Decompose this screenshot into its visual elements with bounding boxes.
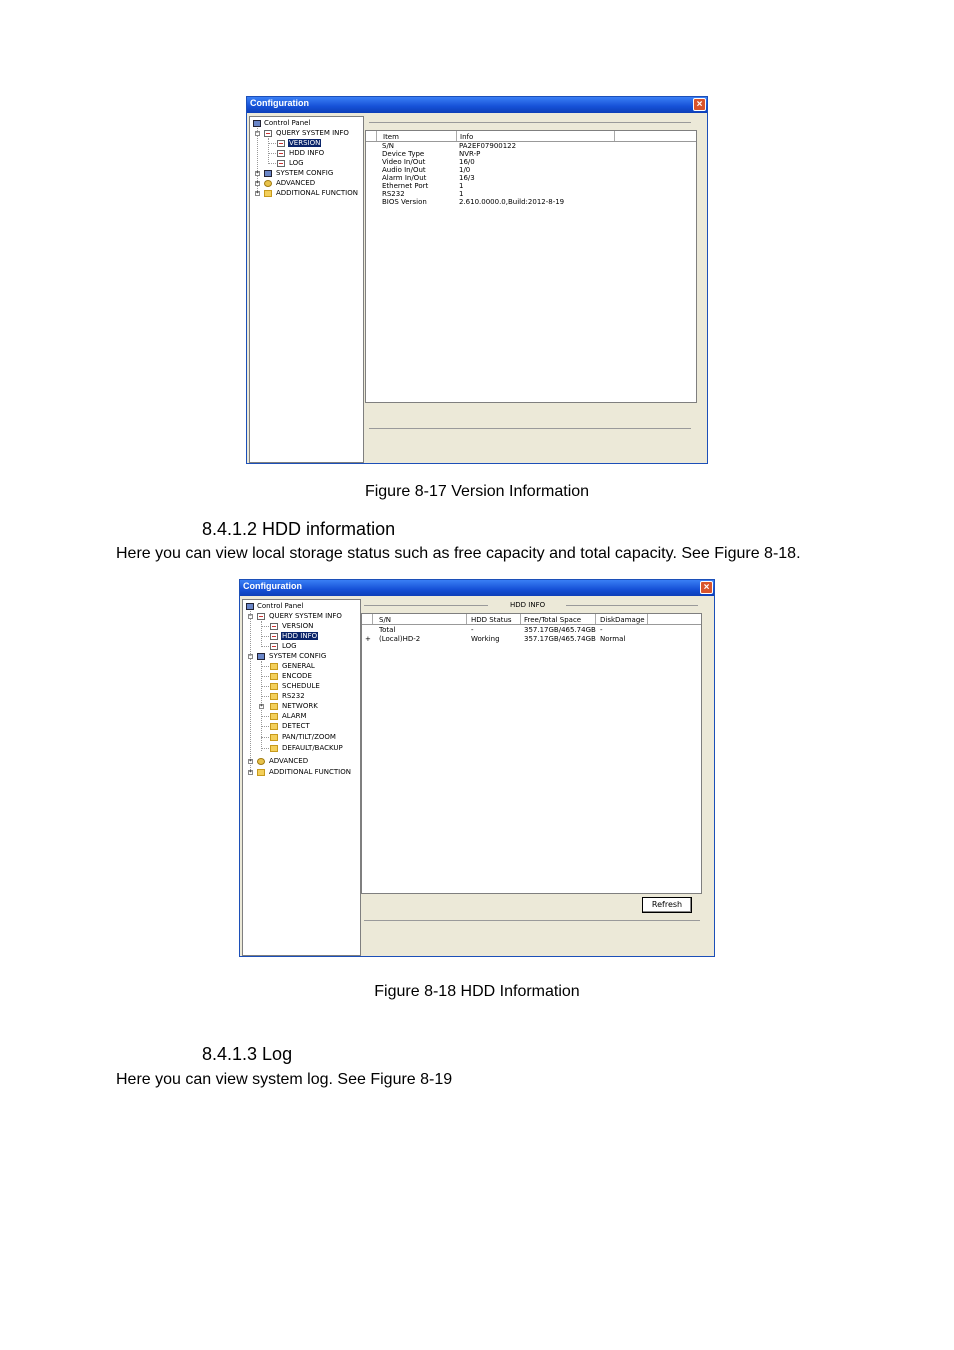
row-info: 1: [459, 182, 464, 190]
folder-icon: [270, 703, 278, 710]
tree-item-hdd-info[interactable]: HDD INFO: [289, 149, 325, 157]
folder-icon: [270, 663, 278, 670]
tree-item-advanced[interactable]: ADVANCED: [269, 757, 309, 765]
system-config-icon: [257, 653, 265, 660]
tree-item-system-config[interactable]: SYSTEM CONFIG: [276, 169, 334, 177]
tree-item-general[interactable]: GENERAL: [282, 662, 315, 670]
divider: [364, 920, 700, 921]
row-hdd-status: Working: [471, 635, 500, 643]
row-disk-damage: Normal: [600, 635, 626, 643]
hdd-info-icon: [277, 150, 285, 157]
computer-icon: [246, 603, 254, 610]
collapse-icon[interactable]: −: [249, 613, 252, 619]
folder-icon: [257, 769, 265, 776]
title-bar: [240, 580, 714, 596]
row-item: Video In/Out: [382, 158, 426, 166]
row-info: NVR-P: [459, 150, 481, 158]
expand-icon[interactable]: +: [249, 769, 252, 775]
tree-item-detect[interactable]: DETECT: [282, 722, 310, 730]
advanced-icon: [257, 758, 265, 765]
folder-icon: [270, 745, 278, 752]
tree-item-pan-tilt-zoom[interactable]: PAN/TILT/ZOOM: [282, 733, 336, 741]
tree-item-default-backup[interactable]: DEFAULT/BACKUP: [282, 744, 343, 752]
window-title: Configuration: [243, 581, 302, 591]
folder-icon: [270, 693, 278, 700]
expand-icon[interactable]: +: [256, 180, 259, 186]
folder-icon: [270, 734, 278, 741]
section-paragraph-hdd: Here you can view local storage status such as free capacity and total capacity. See Figure 8-18.: [116, 545, 801, 562]
hdd-table: [361, 613, 702, 894]
section-heading-hdd: 8.4.1.2 HDD information: [202, 519, 396, 539]
tree-item-system-config[interactable]: SYSTEM CONFIG: [269, 652, 327, 660]
tree-item-control-panel[interactable]: Control Panel: [264, 119, 311, 127]
advanced-icon: [264, 180, 272, 187]
divider: [566, 605, 698, 606]
title-bar: [247, 97, 707, 113]
version-table: [365, 130, 697, 403]
tree-item-version[interactable]: VERSION: [289, 139, 321, 147]
tree-item-control-panel[interactable]: Control Panel: [257, 602, 304, 610]
query-info-icon: [264, 130, 272, 137]
expand-icon[interactable]: +: [260, 703, 263, 709]
table-header: [366, 131, 696, 142]
close-icon[interactable]: ×: [700, 581, 713, 594]
tree-item-additional-function[interactable]: ADDITIONAL FUNCTION: [276, 189, 358, 197]
log-icon: [270, 643, 278, 650]
row-sn: (Local)HD-2: [379, 635, 421, 643]
refresh-button[interactable]: Refresh: [642, 897, 692, 913]
tree-item-version[interactable]: VERSION: [282, 622, 314, 630]
row-info: 2.610.0000.0,Build:2012-8-19: [459, 198, 565, 206]
tree-item-network[interactable]: NETWORK: [282, 702, 318, 710]
tree-panel: [242, 599, 361, 956]
row-info: PA2EF07900122: [459, 142, 517, 150]
row-item: RS232: [382, 190, 405, 198]
folder-icon: [270, 673, 278, 680]
row-info: 16/3: [459, 174, 475, 182]
figure-caption: Figure 8-18 HDD Information: [374, 983, 580, 1000]
row-info: 1/0: [459, 166, 471, 174]
divider: [369, 428, 691, 429]
expand-icon[interactable]: +: [249, 758, 252, 764]
divider: [369, 122, 691, 123]
row-item: Audio In/Out: [382, 166, 426, 174]
collapse-icon[interactable]: −: [256, 130, 259, 136]
table-header: [362, 614, 701, 625]
hdd-config-window: [239, 579, 715, 957]
figure-caption: Figure 8-17 Version Information: [364, 483, 590, 500]
divider: [364, 605, 488, 606]
window-title: Configuration: [250, 98, 309, 108]
row-free-total-space: 357.17GB/465.74GB: [524, 635, 596, 643]
panel-title: HDD INFO: [510, 601, 546, 609]
row-hdd-status: -: [471, 626, 474, 634]
row-item: BIOS Version: [382, 198, 427, 206]
row-free-total-space: 357.17GB/465.74GB: [524, 626, 596, 634]
header-item[interactable]: Item: [383, 133, 399, 141]
close-icon[interactable]: ×: [693, 98, 706, 111]
query-info-icon: [257, 613, 265, 620]
expand-icon[interactable]: +: [256, 190, 259, 196]
header-info[interactable]: Info: [460, 133, 474, 141]
row-info: 1: [459, 190, 464, 198]
version-config-window: [246, 96, 708, 464]
tree-item-schedule[interactable]: SCHEDULE: [282, 682, 320, 690]
header-disk-damage[interactable]: DiskDamage: [600, 616, 645, 624]
header-hdd-status[interactable]: HDD Status: [471, 616, 512, 624]
tree-item-query-system-info[interactable]: QUERY SYSTEM INFO: [276, 129, 349, 137]
version-icon: [277, 140, 285, 147]
row-item: Ethernet Port: [382, 182, 429, 190]
hdd-info-icon: [270, 633, 278, 640]
system-config-icon: [264, 170, 272, 177]
section-heading-log: 8.4.1.3 Log: [202, 1044, 293, 1064]
folder-icon: [264, 190, 272, 197]
tree-item-log[interactable]: LOG: [282, 642, 297, 650]
tree-panel: [249, 116, 364, 463]
tree-item-hdd-info[interactable]: HDD INFO: [282, 632, 318, 640]
folder-icon: [270, 713, 278, 720]
tree-item-log[interactable]: LOG: [289, 159, 304, 167]
tree-item-rs232[interactable]: RS232: [282, 692, 305, 700]
collapse-icon[interactable]: −: [249, 653, 252, 659]
computer-icon: [253, 120, 261, 127]
header-free-total-space[interactable]: Free/Total Space: [524, 616, 582, 624]
log-icon: [277, 160, 285, 167]
tree-item-encode[interactable]: ENCODE: [282, 672, 312, 680]
row-expand-marker[interactable]: +: [365, 635, 371, 643]
row-item: Device Type: [382, 150, 425, 158]
folder-icon: [270, 683, 278, 690]
tree-item-additional-function[interactable]: ADDITIONAL FUNCTION: [269, 768, 351, 776]
row-item: Alarm In/Out: [382, 174, 427, 182]
tree-item-advanced[interactable]: ADVANCED: [276, 179, 316, 187]
row-item: S/N: [382, 142, 395, 150]
row-info: 16/0: [459, 158, 475, 166]
tree-item-query-system-info[interactable]: QUERY SYSTEM INFO: [269, 612, 342, 620]
header-sn[interactable]: S/N: [379, 616, 392, 624]
row-disk-damage: -: [600, 626, 603, 634]
expand-icon[interactable]: +: [256, 170, 259, 176]
folder-icon: [270, 723, 278, 730]
row-sn: Total: [379, 626, 396, 634]
tree-item-alarm[interactable]: ALARM: [282, 712, 307, 720]
version-icon: [270, 623, 278, 630]
section-paragraph-log: Here you can view system log. See Figure 8-19: [116, 1071, 453, 1088]
